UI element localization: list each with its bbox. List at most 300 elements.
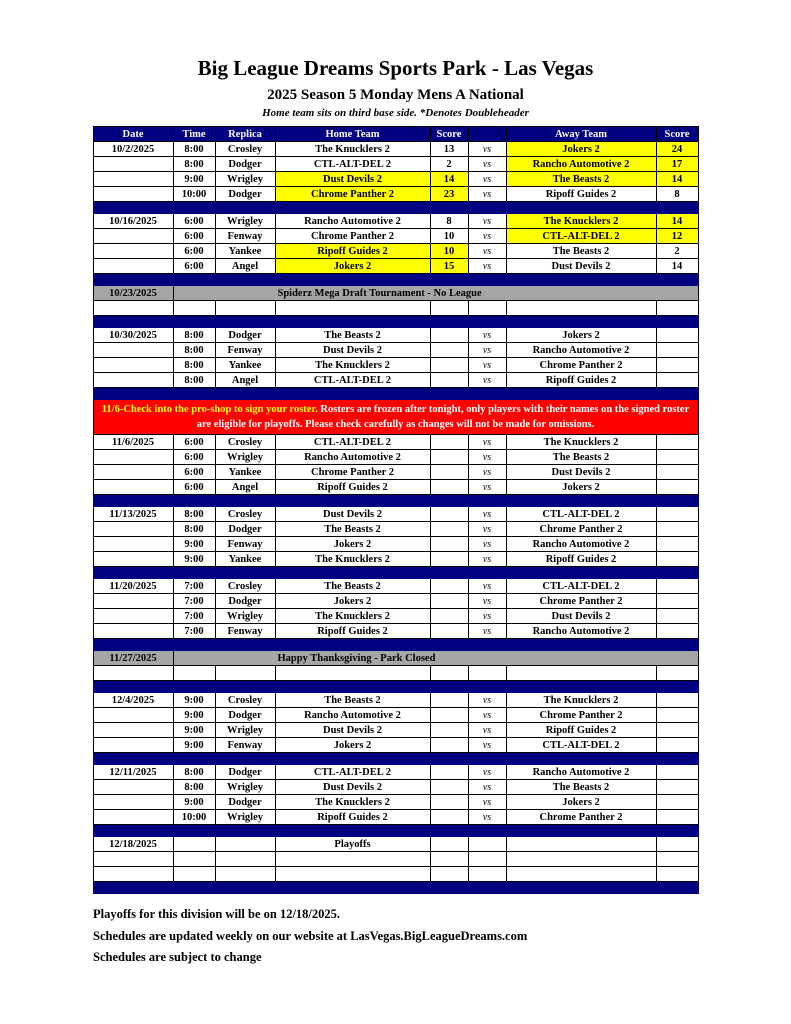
- away-score-cell: 17: [656, 157, 698, 172]
- time-cell: 9:00: [173, 708, 215, 723]
- date-cell: [93, 373, 173, 388]
- banner-text: Rosters are frozen after tonight, only players with their names on the signed roster are eligible for playoffs. Please check carefully as changes will not be made for omissions.: [196, 404, 690, 431]
- date-cell: [93, 522, 173, 537]
- replica-cell: Crosley: [215, 579, 275, 594]
- vs-cell: [468, 837, 506, 852]
- home-team-cell: Dust Devils 2: [275, 780, 430, 795]
- vs-cell: vs: [468, 214, 506, 229]
- separator-row: [93, 882, 698, 894]
- away-score-cell: [656, 328, 698, 343]
- blank-cell: [430, 852, 468, 867]
- home-team-cell: The Knucklers 2: [275, 552, 430, 567]
- away-score-cell: 2: [656, 244, 698, 259]
- blank-cell: [656, 852, 698, 867]
- header-home-score: Score: [430, 127, 468, 142]
- game-row: [93, 259, 698, 274]
- time-cell: 9:00: [173, 693, 215, 708]
- away-score-cell: [656, 373, 698, 388]
- away-score-cell: [656, 537, 698, 552]
- date-cell: [93, 552, 173, 567]
- time-cell: 8:00: [173, 328, 215, 343]
- game-row: [93, 465, 698, 480]
- home-score-cell: [430, 450, 468, 465]
- home-score-cell: [430, 693, 468, 708]
- blank-cell: [215, 852, 275, 867]
- home-team-cell: CTL-ALT-DEL 2: [275, 765, 430, 780]
- home-score-cell: 14: [430, 172, 468, 187]
- date-cell: [93, 810, 173, 825]
- home-score-cell: [430, 343, 468, 358]
- separator-row: [93, 388, 698, 400]
- home-score-cell: [430, 708, 468, 723]
- blank-cell: [173, 301, 215, 316]
- home-score-cell: 10: [430, 244, 468, 259]
- vs-cell: vs: [468, 552, 506, 567]
- vs-cell: vs: [468, 765, 506, 780]
- vs-cell: vs: [468, 537, 506, 552]
- blank-cell: [215, 301, 275, 316]
- game-row: [93, 537, 698, 552]
- home-team-cell: Ripoff Guides 2: [275, 810, 430, 825]
- time-cell: 8:00: [173, 780, 215, 795]
- replica-cell: Dodger: [215, 795, 275, 810]
- time-cell: 7:00: [173, 579, 215, 594]
- replica-cell: Wrigley: [215, 214, 275, 229]
- time-cell: 6:00: [173, 259, 215, 274]
- home-score-cell: [430, 795, 468, 810]
- vs-cell: vs: [468, 343, 506, 358]
- header-time: Time: [173, 127, 215, 142]
- away-score-cell: [656, 765, 698, 780]
- blank-cell: [93, 301, 173, 316]
- separator-bar: [93, 681, 698, 693]
- game-row: [93, 723, 698, 738]
- game-row: [93, 795, 698, 810]
- time-cell: 6:00: [173, 244, 215, 259]
- replica-cell: Angel: [215, 373, 275, 388]
- away-score-cell: 14: [656, 172, 698, 187]
- separator-bar: [93, 388, 698, 400]
- blank-cell: [93, 867, 173, 882]
- game-row: [93, 142, 698, 157]
- blank-cell: [215, 666, 275, 681]
- home-score-cell: 10: [430, 229, 468, 244]
- away-score-cell: [656, 579, 698, 594]
- date-cell: [93, 594, 173, 609]
- blank-cell: [275, 666, 430, 681]
- blank-cell: [506, 301, 656, 316]
- date-cell: 11/13/2025: [93, 507, 173, 522]
- blank-cell: [656, 666, 698, 681]
- away-score-cell: [656, 708, 698, 723]
- blank-cell: [468, 301, 506, 316]
- replica-cell: Dodger: [215, 708, 275, 723]
- blank-cell: [275, 852, 430, 867]
- home-score-cell: [430, 552, 468, 567]
- away-score-cell: [656, 435, 698, 450]
- time-cell: 9:00: [173, 795, 215, 810]
- replica-cell: Wrigley: [215, 172, 275, 187]
- home-score-cell: 23: [430, 187, 468, 202]
- vs-cell: vs: [468, 609, 506, 624]
- time-cell: 8:00: [173, 343, 215, 358]
- time-cell: 6:00: [173, 435, 215, 450]
- date-cell: [93, 172, 173, 187]
- away-score-cell: [656, 358, 698, 373]
- away-team-cell: Rancho Automotive 2: [506, 343, 656, 358]
- home-score-cell: [430, 837, 468, 852]
- away-team-cell: CTL-ALT-DEL 2: [506, 738, 656, 753]
- away-team-cell: Ripoff Guides 2: [506, 552, 656, 567]
- blank-cell: [468, 666, 506, 681]
- date-cell: [93, 780, 173, 795]
- vs-cell: vs: [468, 522, 506, 537]
- home-team-cell: Dust Devils 2: [275, 172, 430, 187]
- replica-cell: Fenway: [215, 624, 275, 639]
- home-score-cell: [430, 358, 468, 373]
- header-date: Date: [93, 127, 173, 142]
- home-score-cell: [430, 594, 468, 609]
- away-team-cell: Rancho Automotive 2: [506, 765, 656, 780]
- home-team-cell: Chrome Panther 2: [275, 465, 430, 480]
- time-cell: 8:00: [173, 507, 215, 522]
- away-score-cell: [656, 780, 698, 795]
- vs-cell: vs: [468, 465, 506, 480]
- away-score-cell: [656, 723, 698, 738]
- blank-cell: [656, 867, 698, 882]
- away-team-cell: Dust Devils 2: [506, 465, 656, 480]
- home-score-cell: [430, 609, 468, 624]
- table-header-row: [93, 127, 698, 142]
- blank-cell: [656, 301, 698, 316]
- footer-playoffs-note: Playoffs for this division will be on 12/18/2025.: [93, 907, 341, 922]
- home-team-cell: Jokers 2: [275, 738, 430, 753]
- time-cell: 8:00: [173, 765, 215, 780]
- away-score-cell: [656, 465, 698, 480]
- home-score-cell: [430, 765, 468, 780]
- home-team-cell: Dust Devils 2: [275, 343, 430, 358]
- game-row: [93, 373, 698, 388]
- time-cell: 9:00: [173, 552, 215, 567]
- replica-cell: Crosley: [215, 435, 275, 450]
- date-cell: [93, 738, 173, 753]
- away-score-cell: [656, 624, 698, 639]
- home-team-cell: The Knucklers 2: [275, 142, 430, 157]
- blank-cell: [275, 301, 430, 316]
- date-cell: [93, 259, 173, 274]
- vs-cell: vs: [468, 723, 506, 738]
- away-score-cell: [656, 552, 698, 567]
- vs-cell: vs: [468, 780, 506, 795]
- time-cell: 6:00: [173, 480, 215, 495]
- separator-bar: [93, 825, 698, 837]
- away-score-cell: [656, 480, 698, 495]
- home-team-cell: Jokers 2: [275, 594, 430, 609]
- time-cell: 6:00: [173, 450, 215, 465]
- separator-bar: [93, 495, 698, 507]
- separator-row: [93, 316, 698, 328]
- home-score-cell: [430, 723, 468, 738]
- home-team-cell: Dust Devils 2: [275, 723, 430, 738]
- blank-cell: [215, 867, 275, 882]
- away-team-cell: The Beasts 2: [506, 450, 656, 465]
- date-cell: [93, 609, 173, 624]
- game-row: [93, 708, 698, 723]
- game-row: [93, 358, 698, 373]
- game-row: [93, 244, 698, 259]
- away-team-cell: The Knucklers 2: [506, 693, 656, 708]
- date-cell: [93, 723, 173, 738]
- game-row: [93, 579, 698, 594]
- date-cell: 10/2/2025: [93, 142, 173, 157]
- away-score-cell: 14: [656, 259, 698, 274]
- home-score-cell: [430, 480, 468, 495]
- replica-cell: Fenway: [215, 343, 275, 358]
- home-score-cell: 2: [430, 157, 468, 172]
- away-score-cell: 12: [656, 229, 698, 244]
- away-team-cell: The Beasts 2: [506, 172, 656, 187]
- replica-cell: Wrigley: [215, 780, 275, 795]
- away-score-cell: [656, 693, 698, 708]
- away-team-cell: Jokers 2: [506, 328, 656, 343]
- replica-cell: Angel: [215, 259, 275, 274]
- home-team-cell: Ripoff Guides 2: [275, 244, 430, 259]
- blank-cell: [93, 852, 173, 867]
- blank-cell: [506, 867, 656, 882]
- game-row: [93, 624, 698, 639]
- date-cell: [93, 537, 173, 552]
- blank-row: [93, 301, 698, 316]
- footer: [93, 906, 698, 967]
- schedule-table: [93, 126, 699, 894]
- separator-row: [93, 753, 698, 765]
- replica-cell: Dodger: [215, 157, 275, 172]
- blank-cell: [173, 867, 215, 882]
- home-team-cell: Chrome Panther 2: [275, 187, 430, 202]
- date-cell: 11/27/2025: [93, 651, 173, 666]
- home-team-cell: Rancho Automotive 2: [275, 214, 430, 229]
- header-home-team: Home Team: [275, 127, 430, 142]
- away-team-cell: Rancho Automotive 2: [506, 624, 656, 639]
- blank-cell: [173, 852, 215, 867]
- vs-cell: vs: [468, 450, 506, 465]
- home-team-cell: The Beasts 2: [275, 328, 430, 343]
- time-cell: 10:00: [173, 187, 215, 202]
- vs-cell: vs: [468, 579, 506, 594]
- replica-cell: Yankee: [215, 465, 275, 480]
- replica-cell: Angel: [215, 480, 275, 495]
- away-team-cell: Dust Devils 2: [506, 259, 656, 274]
- replica-cell: Yankee: [215, 358, 275, 373]
- notice-text-cell: Spiderz Mega Draft Tournament - No League: [173, 286, 698, 301]
- game-row: [93, 157, 698, 172]
- page-title: Big League Dreams Sports Park - Las Vegas: [197, 56, 594, 80]
- away-score-cell: [656, 594, 698, 609]
- away-score-cell: [656, 609, 698, 624]
- blank-cell: [468, 852, 506, 867]
- time-cell: 6:00: [173, 229, 215, 244]
- home-score-cell: [430, 465, 468, 480]
- home-team-cell: CTL-ALT-DEL 2: [275, 373, 430, 388]
- game-row: [93, 172, 698, 187]
- date-cell: [93, 465, 173, 480]
- home-team-cell: The Knucklers 2: [275, 609, 430, 624]
- date-cell: 10/23/2025: [93, 286, 173, 301]
- replica-cell: Yankee: [215, 552, 275, 567]
- separator-bar: [93, 753, 698, 765]
- game-row: [93, 780, 698, 795]
- home-score-cell: [430, 780, 468, 795]
- away-team-cell: Jokers 2: [506, 795, 656, 810]
- away-team-cell: Ripoff Guides 2: [506, 373, 656, 388]
- date-cell: [93, 187, 173, 202]
- game-row: [93, 187, 698, 202]
- vs-cell: vs: [468, 244, 506, 259]
- vs-cell: vs: [468, 259, 506, 274]
- date-cell: [93, 229, 173, 244]
- date-cell: 10/30/2025: [93, 328, 173, 343]
- game-row: [93, 693, 698, 708]
- vs-cell: vs: [468, 693, 506, 708]
- home-team-cell: Playoffs: [275, 837, 430, 852]
- away-team-cell: Chrome Panther 2: [506, 708, 656, 723]
- time-cell: 8:00: [173, 373, 215, 388]
- game-row: [93, 229, 698, 244]
- home-team-cell: Ripoff Guides 2: [275, 624, 430, 639]
- separator-row: [93, 274, 698, 286]
- time-cell: 8:00: [173, 142, 215, 157]
- away-team-cell: CTL-ALT-DEL 2: [506, 229, 656, 244]
- vs-cell: vs: [468, 810, 506, 825]
- footer-website-note: Schedules are updated weekly on our website at LasVegas.BigLeagueDreams.com: [93, 928, 528, 943]
- game-row: [93, 214, 698, 229]
- date-cell: 12/4/2025: [93, 693, 173, 708]
- vs-cell: vs: [468, 435, 506, 450]
- away-team-cell: Chrome Panther 2: [506, 810, 656, 825]
- home-team-cell: Chrome Panther 2: [275, 229, 430, 244]
- home-team-cell: Ripoff Guides 2: [275, 480, 430, 495]
- blank-row: [93, 852, 698, 867]
- game-row: [93, 765, 698, 780]
- home-score-cell: [430, 522, 468, 537]
- notice-row: [93, 286, 698, 301]
- replica-cell: Fenway: [215, 738, 275, 753]
- roster-banner-row: [93, 400, 698, 435]
- vs-cell: vs: [468, 738, 506, 753]
- home-score-cell: 15: [430, 259, 468, 274]
- vs-cell: vs: [468, 624, 506, 639]
- away-team-cell: Ripoff Guides 2: [506, 187, 656, 202]
- time-cell: 8:00: [173, 522, 215, 537]
- away-team-cell: Jokers 2: [506, 480, 656, 495]
- game-row: [93, 480, 698, 495]
- date-cell: [93, 244, 173, 259]
- home-score-cell: [430, 507, 468, 522]
- date-cell: [93, 480, 173, 495]
- vs-cell: vs: [468, 708, 506, 723]
- vs-cell: vs: [468, 373, 506, 388]
- header-away-score: Score: [656, 127, 698, 142]
- vs-cell: vs: [468, 142, 506, 157]
- away-score-cell: [656, 837, 698, 852]
- away-score-cell: [656, 738, 698, 753]
- vs-cell: vs: [468, 229, 506, 244]
- time-cell: 7:00: [173, 624, 215, 639]
- roster-banner: [93, 400, 698, 435]
- replica-cell: Dodger: [215, 594, 275, 609]
- away-team-cell: Chrome Panther 2: [506, 522, 656, 537]
- away-score-cell: [656, 795, 698, 810]
- separator-bar: [93, 202, 698, 214]
- home-score-cell: [430, 537, 468, 552]
- time-cell: 9:00: [173, 537, 215, 552]
- game-row: [93, 328, 698, 343]
- away-score-cell: [656, 450, 698, 465]
- replica-cell: Dodger: [215, 328, 275, 343]
- separator-bar: [93, 316, 698, 328]
- away-team-cell: Chrome Panther 2: [506, 594, 656, 609]
- replica-cell: Dodger: [215, 765, 275, 780]
- time-cell: [173, 837, 215, 852]
- separator-bar: [93, 274, 698, 286]
- replica-cell: Dodger: [215, 522, 275, 537]
- time-cell: 9:00: [173, 172, 215, 187]
- away-score-cell: 8: [656, 187, 698, 202]
- blank-row: [93, 867, 698, 882]
- time-cell: 9:00: [173, 738, 215, 753]
- page-note: Home team sits on third base side. *Denotes Doubleheader: [262, 107, 529, 119]
- vs-cell: vs: [468, 172, 506, 187]
- header-vs: [468, 127, 506, 142]
- time-cell: 8:00: [173, 157, 215, 172]
- away-team-cell: The Beasts 2: [506, 780, 656, 795]
- game-row: [93, 810, 698, 825]
- separator-row: [93, 639, 698, 651]
- replica-cell: Wrigley: [215, 810, 275, 825]
- separator-bar: [93, 567, 698, 579]
- game-row: [93, 343, 698, 358]
- vs-cell: vs: [468, 594, 506, 609]
- date-cell: [93, 624, 173, 639]
- home-team-cell: Dust Devils 2: [275, 507, 430, 522]
- home-team-cell: The Beasts 2: [275, 579, 430, 594]
- date-cell: 12/18/2025: [93, 837, 173, 852]
- game-row: [93, 507, 698, 522]
- away-team-cell: Jokers 2: [506, 142, 656, 157]
- replica-cell: Crosley: [215, 507, 275, 522]
- home-score-cell: 8: [430, 214, 468, 229]
- vs-cell: vs: [468, 507, 506, 522]
- separator-bar: [93, 882, 698, 894]
- away-team-cell: The Beasts 2: [506, 244, 656, 259]
- separator-row: [93, 681, 698, 693]
- date-cell: [93, 450, 173, 465]
- time-cell: 6:00: [173, 465, 215, 480]
- vs-cell: vs: [468, 157, 506, 172]
- date-cell: 11/20/2025: [93, 579, 173, 594]
- game-row: [93, 738, 698, 753]
- notice-row: [93, 651, 698, 666]
- replica-cell: Crosley: [215, 693, 275, 708]
- blank-cell: [468, 867, 506, 882]
- date-cell: 12/11/2025: [93, 765, 173, 780]
- separator-row: [93, 202, 698, 214]
- game-row: [93, 435, 698, 450]
- time-cell: 7:00: [173, 594, 215, 609]
- home-team-cell: Rancho Automotive 2: [275, 450, 430, 465]
- home-score-cell: [430, 579, 468, 594]
- home-team-cell: The Beasts 2: [275, 693, 430, 708]
